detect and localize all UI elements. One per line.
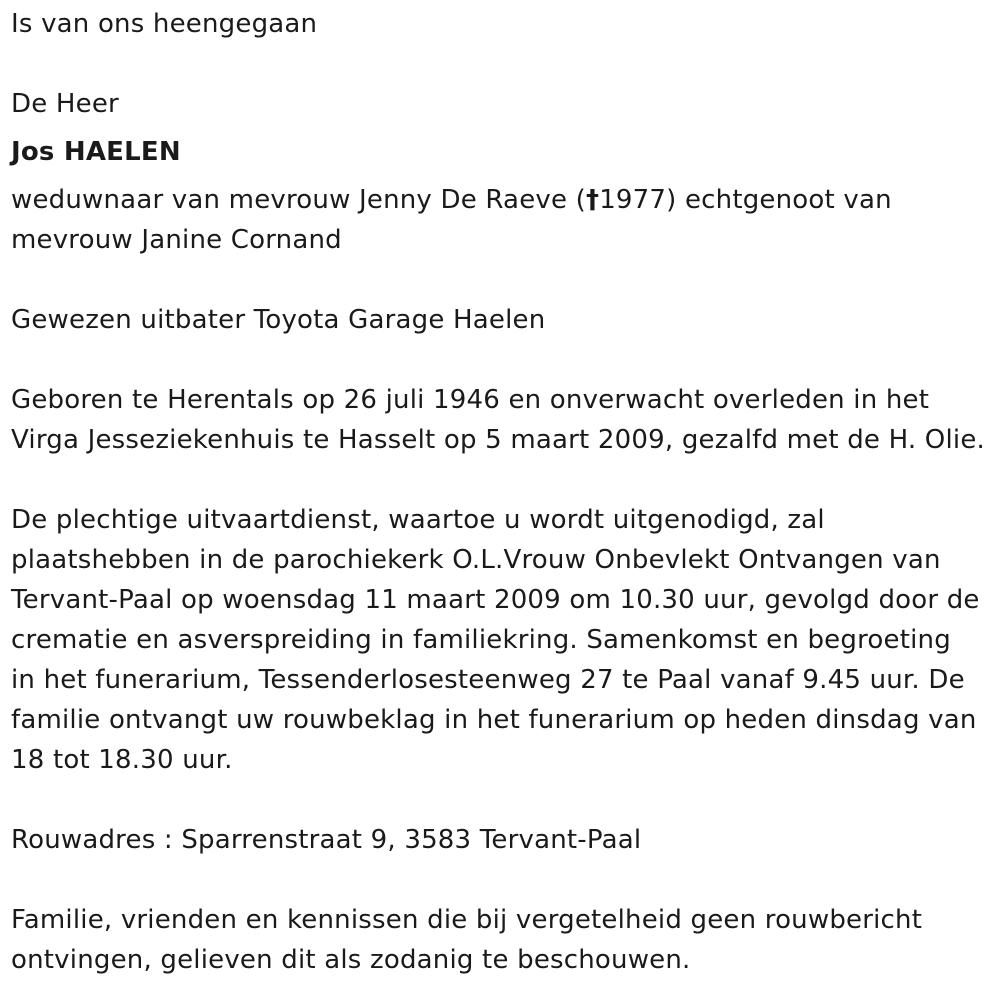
spacer	[11, 780, 993, 820]
relation-line-1	[11, 180, 993, 220]
spacer	[11, 124, 993, 132]
spacer	[11, 860, 993, 900]
funeral-line: in het funerarium, Tessenderlosesteenweg 27 te Paal vanaf 9.45 uur. De	[11, 665, 965, 695]
occupation-text: Gewezen uitbater Toyota Garage Haelen	[11, 305, 546, 335]
closing-line: Familie, vrienden en kennissen die bij vergetelheid geen rouwbericht	[11, 905, 923, 935]
funeral-paragraph	[11, 500, 993, 780]
spacer	[11, 44, 993, 84]
relation-line-2: mevrouw Janine Cornand	[11, 225, 342, 255]
closing-paragraph	[11, 900, 993, 980]
spacer	[11, 172, 993, 180]
mourning-address: Rouwadres : Sparrenstraat 9, 3583 Tervant-Paal	[11, 825, 642, 855]
spacer	[11, 340, 993, 380]
funeral-line: familie ontvangt uw rouwbeklag in het funerarium op heden dinsdag van	[11, 705, 977, 735]
funeral-line: crematie en asverspreiding in familiekring. Samenkomst en begroeting	[11, 625, 951, 655]
closing-line: ontvingen, gelieven dit als zodanig te beschouwen.	[11, 945, 691, 975]
funeral-line: De plechtige uitvaartdienst, waartoe u wordt uitgenodigd, zal	[11, 505, 825, 535]
relation-text-before: weduwnaar van mevrouw Jenny De Raeve (	[11, 185, 586, 215]
funeral-line: 18 tot 18.30 uur.	[11, 745, 233, 775]
birth-death-line: Virga Jesseziekenhuis te Hasselt op 5 maart 2009, gezalfd met de H. Olie.	[11, 425, 985, 455]
spacer	[11, 260, 993, 300]
salutation: De Heer	[11, 89, 119, 119]
funeral-line: Tervant-Paal op woensdag 11 maart 2009 om 10.30 uur, gevolgd door de	[11, 585, 980, 615]
obituary-notice	[11, 4, 993, 980]
spacer	[11, 460, 993, 500]
deceased-name: Jos HAELEN	[11, 137, 181, 167]
intro-text: Is van ons heengegaan	[11, 9, 318, 39]
birth-death-line: Geboren te Herentals op 26 juli 1946 en onverwacht overleden in het	[11, 385, 930, 415]
birth-death-paragraph	[11, 380, 993, 460]
cross-icon: †	[585, 185, 600, 215]
relation-text-after: 1977) echtgenoot van	[599, 185, 892, 215]
funeral-line: plaatshebben in de parochiekerk O.L.Vrouw Onbevlekt Ontvangen van	[11, 545, 941, 575]
